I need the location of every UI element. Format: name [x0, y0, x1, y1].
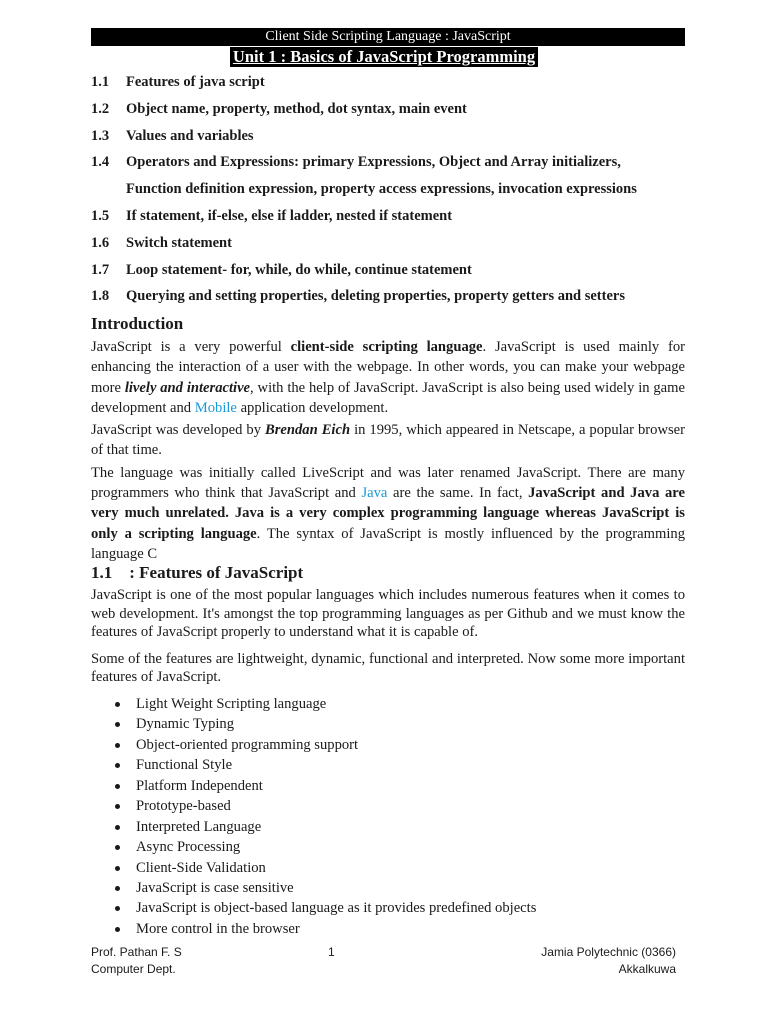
features-body — [91, 586, 685, 695]
topic-text: Object name, property, method, dot syntax, main event — [126, 100, 467, 117]
topic-number: 1.8 — [91, 288, 110, 305]
topic-item — [91, 150, 691, 177]
list-item-text: Dynamic Typing — [136, 716, 235, 733]
emphasis-text: JavaScript and Java are very much unrelated. Java is a very complex programming language whereas JavaScript is only a scripting language — [91, 485, 685, 542]
subject-header: Client Side Scripting Language : JavaScript — [91, 28, 685, 46]
list-item — [112, 694, 536, 714]
features-heading: 1.1 : Features of JavaScript — [91, 563, 304, 582]
unit-title — [0, 47, 768, 67]
bullet-icon — [115, 825, 120, 830]
bullet-icon — [115, 722, 120, 727]
list-item-text: JavaScript is object-based language as it provides predefined objects — [136, 900, 537, 917]
topic-text: Switch statement — [126, 234, 232, 251]
text-run: are the same. In fact, — [393, 485, 529, 502]
list-item-text: Client-Side Validation — [136, 859, 266, 876]
topic-number: 1.4 — [91, 154, 110, 171]
introduction-heading: Introduction — [91, 314, 184, 333]
footer-author-block — [91, 944, 182, 978]
list-item — [112, 735, 536, 755]
topic-text: Loop statement- for, while, do while, continue statement — [126, 261, 472, 278]
text-run: . The syntax of JavaScript is mostly influenced by the programming language C — [91, 525, 685, 562]
list-item-text: Async Processing — [136, 839, 241, 856]
list-item-text: Object-oriented programming support — [136, 736, 359, 753]
bullet-icon — [115, 702, 120, 707]
list-item — [112, 817, 536, 837]
text-run: . JavaScript is used mainly for enhancing the interaction of a user with the webpage. In other words, you can make your webpage more — [91, 339, 685, 396]
topic-item — [91, 204, 691, 231]
text-run: The language was initially called LiveScript and was later renamed JavaScript. There are many programmers who think that JavaScript and — [91, 464, 685, 502]
list-item-text: Light Weight Scripting language — [136, 696, 327, 712]
mobile-link[interactable]: Mobile — [191, 399, 241, 416]
list-item-text: JavaScript is case sensitive — [136, 879, 294, 896]
topic-item — [91, 124, 691, 151]
java-link[interactable]: Java — [355, 485, 394, 502]
text-run: application development. — [240, 399, 389, 416]
topic-item-continuation — [91, 177, 691, 204]
page-number: 1 — [328, 945, 335, 959]
author-name: Brendan Eich — [265, 422, 351, 439]
text-run: JavaScript is a very powerful — [91, 339, 291, 355]
topic-number: 1.2 — [91, 100, 110, 117]
intro-paragraph-2 — [91, 420, 685, 461]
list-item — [112, 776, 536, 796]
footer-place: Akkalkuwa — [618, 962, 676, 976]
intro-paragraph-3 — [91, 463, 685, 564]
list-item — [112, 755, 536, 775]
introduction-body — [91, 337, 685, 566]
topic-item — [91, 97, 691, 124]
topic-item — [91, 70, 691, 97]
emphasis-text: client-side scripting language — [290, 339, 483, 355]
topic-text: Querying and setting properties, deleting properties, property getters and setters — [126, 288, 625, 305]
bullet-icon — [115, 927, 120, 932]
list-item — [112, 898, 536, 918]
topic-text: Function definition expression, property access expressions, invocation expressions — [126, 181, 637, 198]
footer-dept: Computer Dept. — [91, 962, 176, 976]
list-item-text: Platform Independent — [136, 777, 263, 794]
list-item — [112, 714, 536, 734]
unit-title-text: Unit 1 : Basics of JavaScript Programming — [230, 47, 538, 67]
list-item — [112, 858, 536, 878]
features-paragraph-2: Some of the features are lightweight, dynamic, functional and interpreted. Now some more important features of JavaScript. — [91, 650, 685, 685]
bullet-icon — [115, 866, 120, 871]
topic-list — [91, 70, 691, 311]
topic-text: Operators and Expressions: primary Expressions, Object and Array initializers, — [126, 154, 621, 171]
topic-item — [91, 231, 691, 258]
emphasis-text: lively and interactive — [124, 379, 251, 396]
topic-text: Features of java script — [126, 74, 265, 90]
footer-author: Prof. Pathan F. S — [91, 945, 182, 959]
bullet-icon — [115, 886, 120, 891]
list-item-text: Functional Style — [136, 757, 233, 774]
topic-item — [91, 258, 691, 285]
text-run: , with the help of JavaScript. JavaScript is also being used widely in game development and — [91, 379, 685, 416]
list-item-text: Interpreted Language — [136, 818, 262, 835]
list-item — [112, 919, 536, 939]
bullet-icon — [115, 804, 120, 809]
bullet-icon — [115, 845, 120, 850]
bullet-icon — [115, 743, 120, 748]
bullet-icon — [115, 906, 120, 911]
list-item — [112, 796, 536, 816]
list-item — [112, 837, 536, 857]
footer-institute: Jamia Polytechnic (0366) — [541, 945, 676, 959]
bullet-icon — [115, 763, 120, 768]
topic-item — [91, 284, 691, 311]
topic-text: Values and variables — [126, 127, 254, 144]
features-list — [112, 694, 536, 939]
text-run: JavaScript was developed by — [91, 422, 265, 439]
footer-institute-block — [541, 944, 676, 978]
topic-number: 1.5 — [91, 207, 110, 224]
list-item-text: Prototype-based — [136, 798, 231, 815]
topic-number: 1.6 — [91, 234, 110, 251]
text-run: in 1995, which appeared in Netscape, a popular browser of that time. — [91, 422, 686, 459]
bullet-icon — [115, 784, 120, 789]
features-paragraph-1: JavaScript is one of the most popular languages which includes numerous features when it comes to web development. It's amongst the top programming languages as per Github and we must know the features of JavaScript properly to understand what it is capable of. — [91, 587, 685, 640]
topic-number: 1.1 — [91, 74, 110, 90]
intro-paragraph-1 — [91, 337, 685, 418]
list-item — [112, 878, 536, 898]
topic-text: If statement, if-else, else if ladder, nested if statement — [126, 207, 453, 224]
topic-number: 1.3 — [91, 127, 110, 144]
list-item-text: More control in the browser — [136, 920, 300, 937]
topic-number: 1.7 — [91, 261, 110, 278]
